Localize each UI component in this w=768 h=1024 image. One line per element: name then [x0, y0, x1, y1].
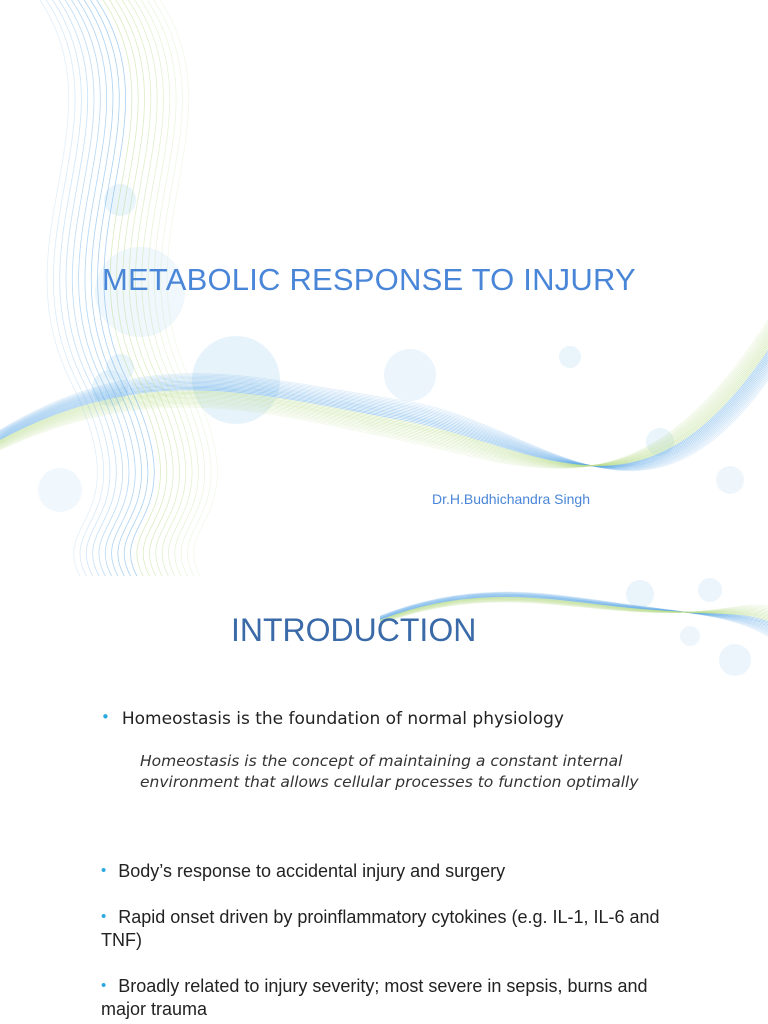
bullet-icon: • — [101, 977, 107, 994]
bubble — [626, 580, 654, 608]
introduction-slide — [0, 576, 768, 1024]
slide-title: METABOLIC RESPONSE TO INJURY — [102, 262, 636, 297]
bullet-icon: • — [101, 862, 107, 879]
bubble — [38, 468, 82, 512]
bullet-item — [101, 859, 681, 883]
bullet-text: Body’s response to accidental injury and surgery — [118, 861, 506, 881]
bubble — [698, 578, 722, 602]
bubble — [680, 626, 700, 646]
section-heading: INTRODUCTION — [231, 612, 477, 648]
bullet-text: Homeostasis is the foundation of normal physiology — [121, 709, 564, 729]
bullet-item — [101, 905, 681, 952]
bullet-icon: • — [101, 908, 107, 925]
bubble — [716, 466, 744, 494]
bullet-text: Broadly related to injury severity; most severe in sepsis, burns and major trauma — [101, 976, 648, 1019]
bubbles — [626, 578, 751, 676]
author-name: Dr.H.Budhichandra Singh — [432, 491, 590, 507]
bubble — [384, 349, 436, 401]
definition-text: Homeostasis is the concept of maintaining a constant internal environment that allows cellular processes to function optimally — [140, 752, 639, 791]
bullet-text: Rapid onset driven by proinflammatory cytokines (e.g. IL-1, IL-6 and TNF) — [101, 907, 660, 950]
bubble — [559, 346, 581, 368]
bullet-item — [101, 974, 681, 1021]
bullet-item — [101, 706, 681, 731]
bullet-icon: • — [101, 708, 110, 726]
bubble — [719, 644, 751, 676]
